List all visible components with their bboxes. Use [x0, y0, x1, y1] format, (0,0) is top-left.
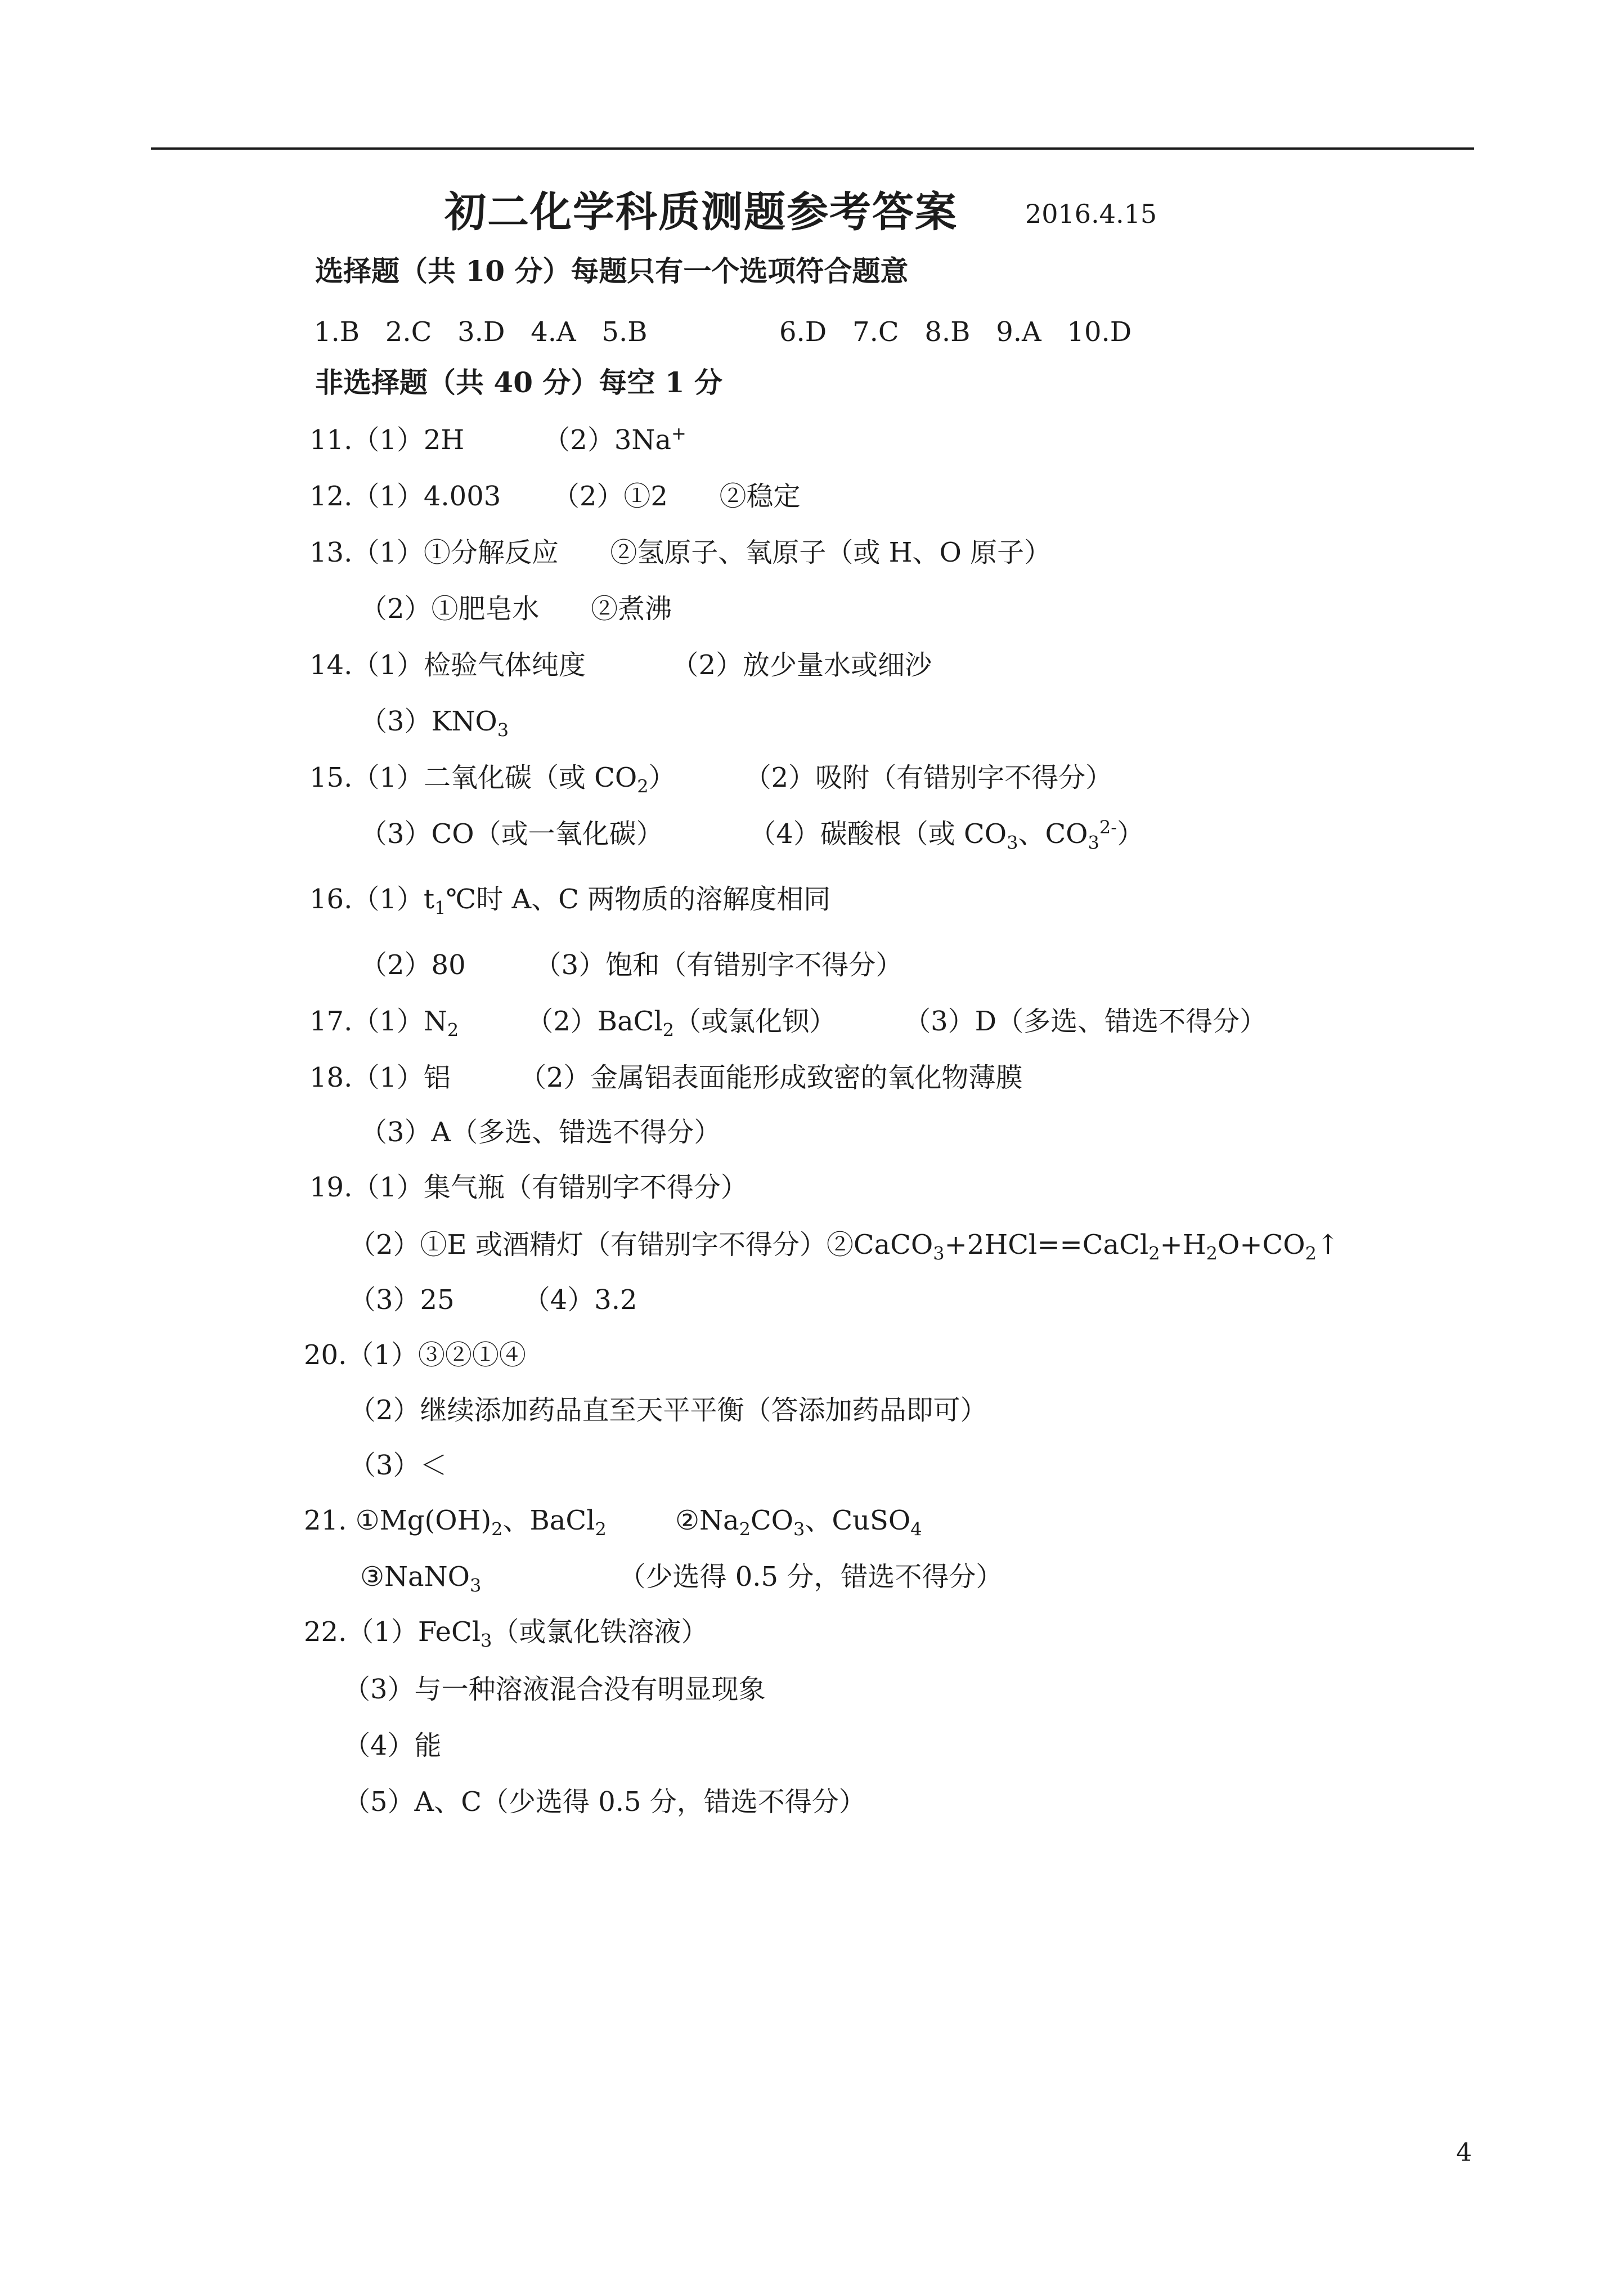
page-number: 4	[1456, 2138, 1472, 2167]
answers-6-10: 6.D 7.C 8.B 9.A 10.D	[779, 316, 1132, 348]
q19-l2-b: +2HCl==CaCl	[944, 1229, 1149, 1261]
q18-line2: （3）A（多选、错选不得分）	[360, 1116, 721, 1148]
q15-l2-end: ）	[1117, 818, 1144, 850]
q21-l1-sub3: 2	[739, 1518, 751, 1540]
q19-l2-d: O+CO	[1217, 1229, 1305, 1261]
q22-l1-a: 22.（1）FeCl	[304, 1616, 481, 1648]
q16-l1-a: 16.（1）t	[309, 884, 435, 915]
q13-line2: （2）①肥皂水 ②煮沸	[360, 593, 672, 625]
q22-l1-b: （或氯化铁溶液）	[492, 1616, 708, 1648]
q15-l1-b: ） （2）吸附（有错别字不得分）	[648, 762, 1113, 793]
q19-l2-sub2: 2	[1148, 1243, 1160, 1264]
q16-l1-sub: 1	[434, 897, 446, 919]
q21-l2-b: （少选得 0.5 分，错选不得分）	[481, 1561, 1003, 1593]
q15-l2-sub2: 3	[1088, 832, 1099, 854]
q21-l1-sub2: 2	[595, 1518, 607, 1540]
q15-l2-a: （3）CO（或一氧化碳） （4）碳酸根（或 CO	[360, 818, 1007, 850]
q17-b-post: （或氯化钡）	[674, 1006, 837, 1037]
date: 2016.4.15	[1025, 199, 1157, 229]
q13-line1: 13.（1）①分解反应 ②氢原子、氧原子（或 H、O 原子）	[309, 537, 1052, 568]
q17-line	[309, 1004, 1267, 1041]
q21-l2-sub: 3	[470, 1575, 482, 1597]
q21-l1-b: 、BaCl	[502, 1505, 595, 1536]
q19-line1: 19.（1）集气瓶（有错别字不得分）	[309, 1172, 748, 1203]
q11-part2: （2）3Na	[543, 424, 671, 456]
q11-line	[309, 423, 686, 457]
q11-sup: +	[671, 423, 686, 444]
title-line	[444, 179, 1157, 239]
q17-a-sub: 2	[447, 1019, 459, 1041]
q21-line1	[304, 1504, 922, 1540]
q15-l1-a: 15.（1）二氧化碳（或 CO	[309, 762, 637, 793]
q14-line2	[360, 705, 509, 741]
q20-line2: （2）继续添加药品直至天平平衡（答添加药品即可）	[349, 1394, 987, 1426]
section-choice-heading: 选择题（共 10 分）每题只有一个选项符合题意	[315, 254, 909, 288]
q21-l1-a: 21. ①Mg(OH)	[304, 1505, 492, 1536]
q22-l1-sub: 3	[481, 1630, 492, 1652]
q21-l1-e: 、CuSO	[805, 1505, 911, 1536]
q19-line3: （3）25 （4）3.2	[349, 1284, 637, 1316]
q19-l2-sub3: 2	[1206, 1243, 1218, 1264]
q21-l1-c: ②Na	[606, 1505, 739, 1536]
q22-line1	[304, 1615, 708, 1652]
q22-line4: （5）A、C（少选得 0.5 分，错选不得分）	[343, 1786, 866, 1818]
q17-b-sub: 2	[662, 1019, 675, 1041]
q12-line: 12.（1）4.003 （2）①2 ②稳定	[309, 481, 801, 512]
q21-line2	[360, 1560, 1003, 1597]
q14-l2-sub: 3	[497, 719, 509, 741]
q18-line1: 18.（1）铝 （2）金属铝表面能形成致密的氧化物薄膜	[309, 1062, 1023, 1093]
q15-l1-sub: 2	[637, 775, 649, 797]
q15-line1	[309, 761, 1112, 795]
q16-l1-b: ℃时 A、C 两物质的溶解度相同	[446, 884, 831, 915]
q11-part1: 11.（1）2H	[309, 424, 465, 456]
q16-line1	[309, 882, 831, 919]
q17-b: （2）BaCl	[526, 1006, 663, 1037]
q20-line1: 20.（1）③②①④	[304, 1339, 526, 1371]
q16-line2: （2）80 （3）饱和（有错别字不得分）	[360, 949, 903, 981]
q21-l1-d: CO	[750, 1505, 794, 1536]
q15-l2-sub1: 3	[1007, 832, 1018, 854]
q22-line2: （3）与一种溶液混合没有明显现象	[343, 1674, 766, 1705]
up-arrow-symbol: ↑	[1317, 1229, 1340, 1261]
q22-line3: （4）能	[343, 1730, 442, 1761]
q19-l2-sub1: 3	[933, 1243, 945, 1264]
section-nonchoice-heading: 非选择题（共 40 分）每空 1 分	[315, 366, 722, 399]
q21-l1-sub1: 2	[491, 1518, 503, 1540]
q17-a: 17.（1）N	[309, 1006, 447, 1037]
q19-l2-c: +H	[1160, 1229, 1206, 1261]
q14-line1: 14.（1）检验气体纯度 （2）放少量水或细沙	[309, 649, 932, 681]
q21-l2-a: ③NaNO	[360, 1561, 470, 1593]
q15-l2-sup: 2-	[1099, 817, 1117, 838]
q15-line2	[360, 817, 1144, 854]
q21-l1-sub4: 3	[793, 1518, 805, 1540]
q19-l2-a: （2）①E 或酒精灯（有错别字不得分）②CaCO	[349, 1229, 933, 1261]
q14-l2-text: （3）KNO	[360, 706, 497, 737]
answers-1-5: 1.B 2.C 3.D 4.A 5.B	[314, 316, 648, 348]
q17-c: （3）D（多选、错选不得分）	[904, 1006, 1267, 1037]
q19-l2-sub4: 2	[1305, 1243, 1317, 1264]
top-rule	[151, 147, 1474, 150]
q20-line3: （3）＜	[349, 1450, 447, 1481]
page-title: 初二化学科质测题参考答案	[444, 188, 958, 236]
q15-l2-mid: 、CO	[1018, 818, 1088, 850]
q21-l1-sub5: 4	[910, 1518, 922, 1540]
q19-line2	[349, 1228, 1339, 1262]
